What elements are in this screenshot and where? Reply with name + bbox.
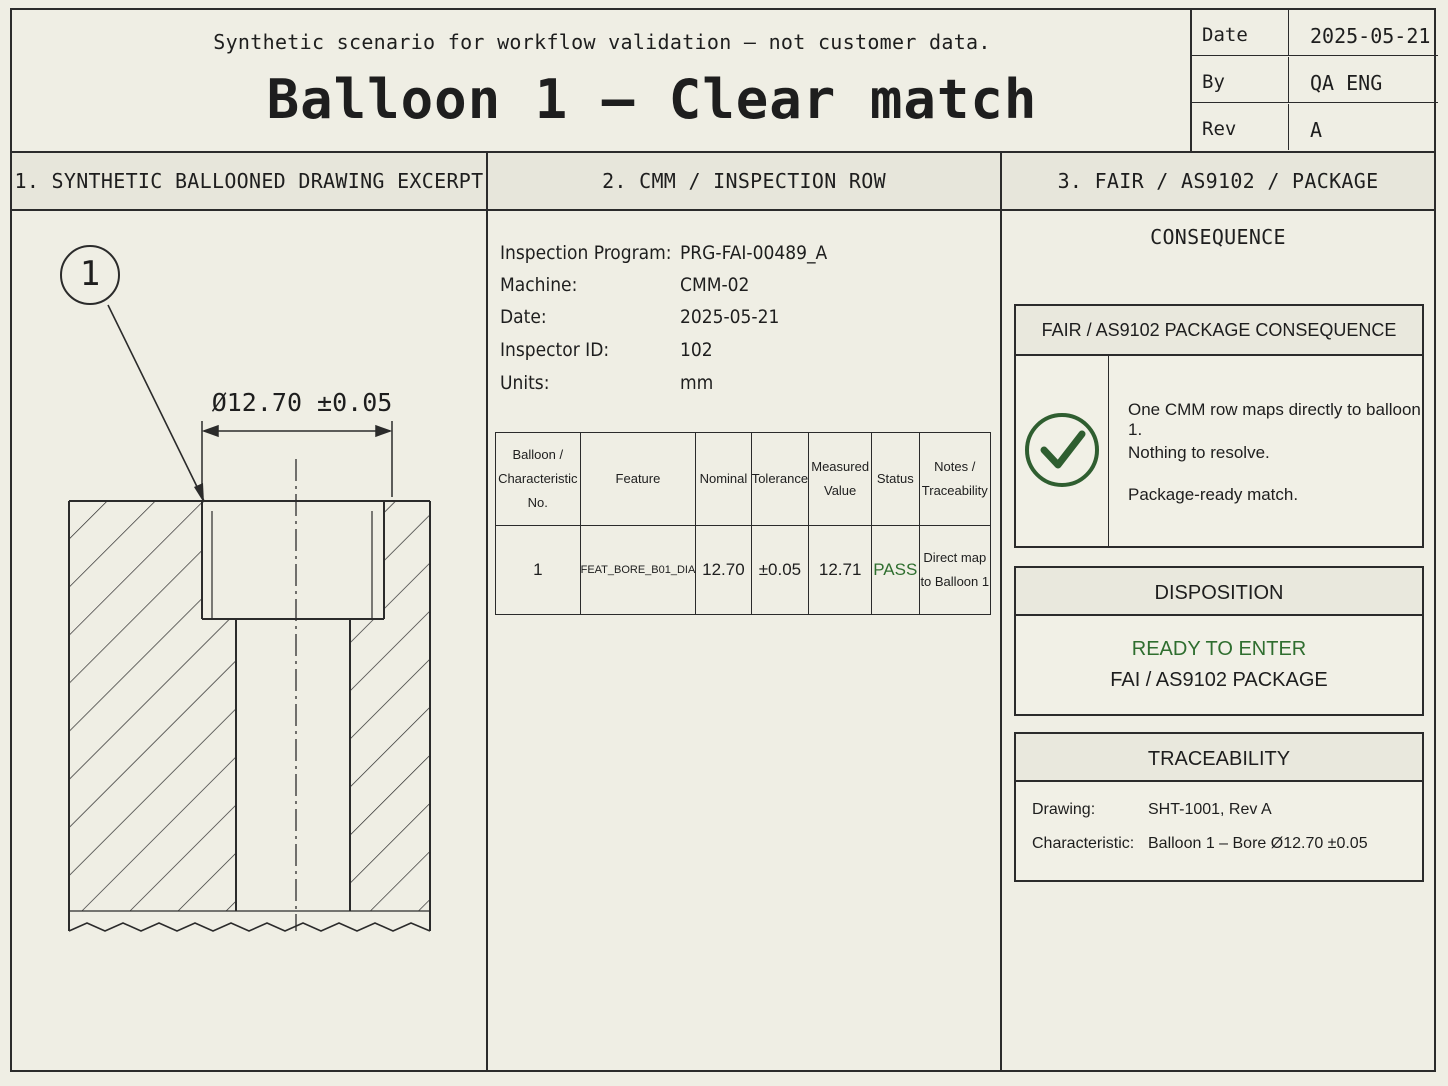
info-row bbox=[500, 372, 900, 402]
cell-notes: Direct map to Balloon 1 bbox=[919, 526, 990, 615]
column-2-heading: 2. CMM / INSPECTION ROW bbox=[488, 153, 1000, 209]
consequence-box bbox=[1014, 304, 1424, 548]
col-header-nominal: Nominal bbox=[696, 433, 751, 526]
info-value: 2025-05-21 bbox=[680, 306, 780, 328]
info-label: Inspector ID: bbox=[500, 339, 610, 361]
ballooned-drawing bbox=[12, 211, 486, 1071]
column-1-heading: 1. SYNTHETIC BALLOONED DRAWING EXCERPT bbox=[12, 153, 486, 209]
disposition-status: READY TO ENTER bbox=[1131, 638, 1307, 660]
info-label: Inspection Program: bbox=[500, 242, 672, 264]
table-row bbox=[496, 526, 991, 615]
col-header-tolerance: Tolerance bbox=[751, 433, 809, 526]
cell-balloon: 1 bbox=[496, 526, 581, 615]
info-value: PRG-FAI-00489_A bbox=[680, 242, 828, 264]
cell-tolerance: ±0.05 bbox=[751, 526, 809, 615]
disposition-target: FAI / AS9102 PACKAGE bbox=[1110, 669, 1328, 691]
col-header-measured: Measured Value bbox=[809, 433, 872, 526]
info-row bbox=[500, 242, 900, 272]
trace-label: Characteristic: bbox=[1032, 835, 1135, 852]
consequence-title: FAIR / AS9102 PACKAGE CONSEQUENCE bbox=[1016, 306, 1422, 356]
table-header-row bbox=[496, 433, 991, 526]
balloon-number: 1 bbox=[79, 254, 101, 294]
title-block-date-row bbox=[1192, 10, 1438, 56]
consequence-line: Nothing to resolve. bbox=[1128, 443, 1270, 462]
info-value: mm bbox=[680, 372, 714, 394]
column-3-heading: 3. FAIR / AS9102 / PACKAGE CONSEQUENCE bbox=[1002, 153, 1434, 209]
consequence-line: One CMM row maps directly to balloon 1. bbox=[1128, 400, 1421, 439]
traceability-title: TRACEABILITY bbox=[1016, 734, 1422, 782]
info-row bbox=[500, 339, 900, 369]
col-header-feature: Feature bbox=[580, 433, 696, 526]
drawing-sheet bbox=[10, 8, 1436, 1072]
info-label: Units: bbox=[500, 372, 550, 394]
info-value: CMM-02 bbox=[680, 274, 750, 296]
disposition-box bbox=[1014, 566, 1424, 716]
col-header-status: Status bbox=[872, 433, 920, 526]
title-block bbox=[1190, 10, 1438, 152]
traceability-box bbox=[1014, 732, 1424, 882]
cell-feature: FEAT_BORE_B01_DIA bbox=[580, 526, 696, 615]
title-block-rev-row bbox=[1192, 104, 1438, 150]
title-block-label: Date bbox=[1202, 24, 1248, 46]
cell-nominal: 12.70 bbox=[696, 526, 751, 615]
info-label: Machine: bbox=[500, 274, 578, 296]
cmm-table bbox=[495, 432, 991, 615]
consequence-line: Package-ready match. bbox=[1128, 485, 1299, 504]
column-divider-2 bbox=[1000, 151, 1002, 1072]
column-divider-1 bbox=[486, 151, 488, 1072]
cell-measured: 12.71 bbox=[809, 526, 872, 615]
info-row bbox=[500, 274, 900, 304]
trace-value: Balloon 1 – Bore Ø12.70 ±0.05 bbox=[1148, 835, 1368, 852]
hatch-right bbox=[350, 501, 430, 911]
info-row bbox=[500, 306, 900, 336]
col-header-balloon: Balloon / Characteristic No. bbox=[496, 433, 581, 526]
trace-value: SHT-1001, Rev A bbox=[1148, 801, 1272, 818]
scenario-subtitle: Synthetic scenario for workflow validation — not customer data. bbox=[213, 30, 991, 54]
title-block-value: 2025-05-21 bbox=[1310, 24, 1431, 48]
info-value: 102 bbox=[680, 339, 713, 361]
balloon-leader bbox=[108, 305, 204, 501]
hatch-left bbox=[69, 501, 236, 911]
title-block-value: QA ENG bbox=[1310, 71, 1383, 95]
trace-label: Drawing: bbox=[1032, 801, 1096, 818]
disposition-title: DISPOSITION bbox=[1016, 568, 1422, 616]
title-block-label: By bbox=[1202, 71, 1225, 93]
title-block-by-row bbox=[1192, 57, 1438, 103]
info-label: Date: bbox=[500, 306, 547, 328]
cell-status: PASS bbox=[872, 526, 920, 615]
page-title: Balloon 1 — Clear match bbox=[266, 68, 1038, 131]
title-block-value: A bbox=[1310, 118, 1323, 142]
dimension-callout: Ø12.70 ±0.05 bbox=[211, 388, 393, 417]
check-circle-icon bbox=[1024, 402, 1102, 498]
col-header-notes: Notes / Traceability bbox=[919, 433, 990, 526]
title-block-label: Rev bbox=[1202, 118, 1237, 140]
